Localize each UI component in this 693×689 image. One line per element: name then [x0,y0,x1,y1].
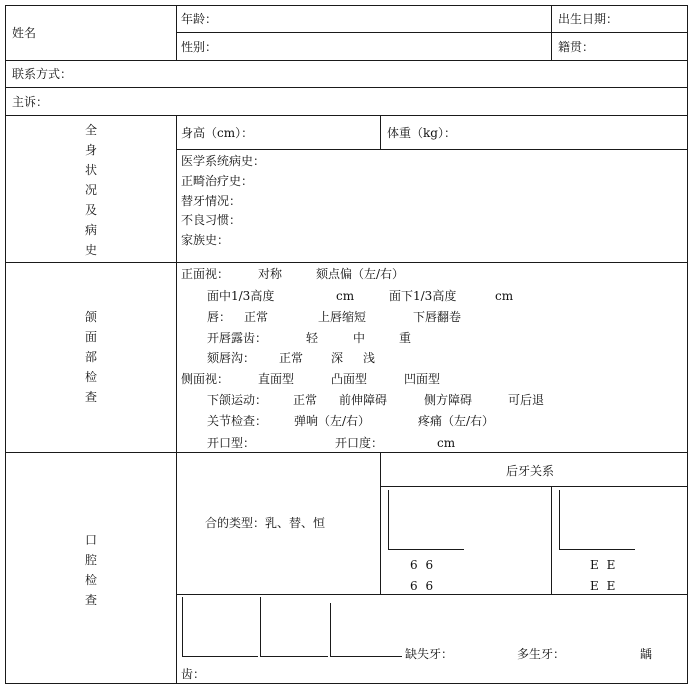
col-divider-occlusion [380,452,381,594]
mid-face-label: 面中1/3高度 [207,289,275,303]
col-divider-general [176,115,177,263]
quadrant-c-vertical [330,603,331,657]
row-divider-age-gender [176,32,688,33]
opening-degree-label: 开口度： [335,436,384,450]
extra-teeth-label: 多生牙： [517,647,566,661]
row-divider-complaint [5,87,688,88]
history-orthodontic: 正畸治疗史： [181,174,254,188]
row-divider-face [5,262,688,263]
name-label: 姓名 [12,26,37,40]
straight-profile-option: 直面型 [258,372,295,386]
light-option: 轻 [306,331,319,345]
col-divider-birth [551,5,552,61]
protrusion-obstacle-option: 前伸障碍 [339,393,388,407]
missing-teeth-label: 缺失牙： [405,647,454,661]
age-label: 年龄： [181,12,218,26]
sulcus-shallow-option: 浅 [363,351,376,365]
retrusion-option: 可后退 [508,393,545,407]
row-divider-general [5,115,688,116]
quadrant-left-horizontal [388,549,464,550]
quadrant-a-horizontal [182,656,258,657]
profile-view-label: 侧面视： [181,372,230,386]
caries-label-part1: 龋 [640,647,653,661]
height-label: 身高（cm）： [181,126,254,140]
medium-option: 中 [353,331,366,345]
quadrant-b-horizontal [260,656,328,657]
table-border-top [5,5,688,6]
opening-type-label: 开口型： [207,436,256,450]
lower-face-unit: cm [495,289,514,303]
lips-label: 唇： [207,310,232,324]
clicking-option: 弹响（左/右） [294,414,371,428]
concave-profile-option: 凹面型 [404,372,441,386]
left-teeth-bottom: 6 6 [410,579,434,593]
col-divider-height-weight [380,115,381,149]
mandible-movement-label: 下颌运动： [207,393,268,407]
mid-face-unit: cm [336,289,355,303]
col-divider-face [176,262,177,453]
sulcus-normal-option: 正常 [279,351,304,365]
face-side-label: 颌 面 部 检 查 [84,310,97,404]
history-tooth-replacement: 替牙情况： [181,194,242,208]
col-divider-oral [176,452,177,684]
contact-label: 联系方式： [12,67,73,81]
gender-label: 性别： [181,40,218,54]
right-teeth-bottom: E E [590,579,616,593]
history-bad-habits: 不良习惯： [181,213,242,227]
quadrant-right-horizontal [559,549,635,550]
row-divider-missing [176,594,688,595]
lower-face-label: 面下1/3高度 [389,289,457,303]
lower-lip-everted-option: 下唇翻卷 [413,310,462,324]
upper-lip-short-option: 上唇缩短 [318,310,367,324]
history-family: 家族史： [181,233,230,247]
col-divider-molar [551,486,552,594]
history-medical: 医学系统病史： [181,154,266,168]
quadrant-c-horizontal [330,656,402,657]
row-divider-oral [5,452,688,453]
general-side-label: 全 身 状 况 及 病 史 [84,123,97,257]
birth-label: 出生日期： [558,12,619,26]
native-label: 籍贯： [558,40,595,54]
oral-side-label: 口 腔 检 查 [84,533,97,607]
opening-degree-unit: cm [437,436,456,450]
frontal-view-label: 正面视： [181,267,230,281]
quadrant-left-vertical [388,490,389,550]
row-divider-contact [5,60,688,61]
open-lip-teeth-label: 开唇露齿： [207,331,268,345]
weight-label: 体重（kg）： [387,126,456,140]
molar-relation-header: 后牙关系 [506,464,555,478]
quadrant-a-vertical [182,597,183,657]
row-divider-history [176,149,688,150]
occlusion-type-label: 合的类型：乳、替、恒 [205,516,326,530]
table-border-bottom [5,683,688,684]
convex-profile-option: 凸面型 [331,372,368,386]
quadrant-right-vertical [559,490,560,550]
mandible-normal-option: 正常 [293,393,318,407]
lips-normal-option: 正常 [244,310,269,324]
left-teeth-top: 6 6 [410,558,434,572]
complaint-label: 主诉： [12,95,49,109]
heavy-option: 重 [399,331,412,345]
joint-exam-label: 关节检查： [207,414,268,428]
sulcus-deep-option: 深 [331,351,344,365]
chin-deviation-option: 颏点偏（左/右） [316,267,405,281]
lateral-obstacle-option: 侧方障碍 [424,393,473,407]
table-border-left [5,5,6,684]
row-divider-molar-header [380,486,688,487]
quadrant-b-vertical [260,597,261,657]
caries-label-part2: 齿： [181,667,206,681]
pain-option: 疼痛（左/右） [418,414,495,428]
right-teeth-top: E E [590,558,616,572]
col-divider-name [176,5,177,61]
table-border-right [687,5,688,684]
symmetric-option: 对称 [258,267,283,281]
mentolabial-sulcus-label: 颏唇沟： [207,351,256,365]
